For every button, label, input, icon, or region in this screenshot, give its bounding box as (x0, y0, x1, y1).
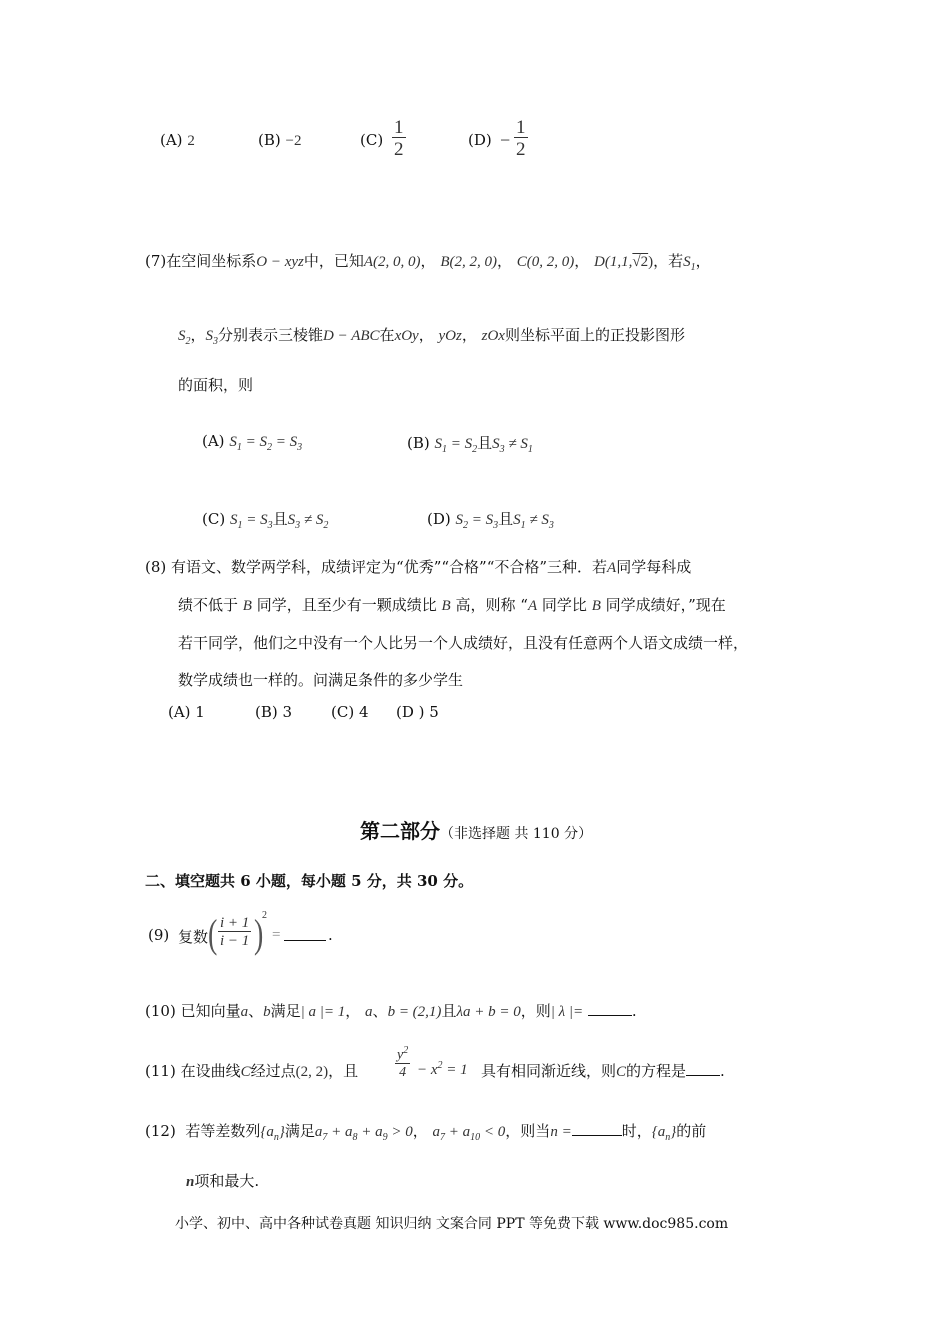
part2-title: 第二部分 (360, 819, 440, 843)
q6-option-d-fraction: $\frac{1}{2}$ (516, 117, 526, 160)
q11-fraction: $\frac{y^2}{4}$ (397, 1045, 409, 1080)
q12-line1: (12) 若等差数列$\{a_n\}$满足$a_7 + a_8 + a_9 > 0$， $a_7 + a_{10} < 0$，则当n = 时，$\{a_n\}$的前 (145, 1122, 707, 1143)
q8-option-b: (B) 3 (255, 703, 293, 721)
q6-option-d: (D) (468, 131, 492, 149)
q9: (9) 复数 ( $\frac{i + 1}{i - 1}$ ) 2 = . (148, 910, 333, 956)
q11-answer-blank[interactable] (686, 1061, 720, 1076)
q7-option-d: (D) $S_2 = S_3$且$S_1 \ne S_3$ (427, 510, 554, 531)
q10-answer-blank[interactable] (588, 1001, 632, 1016)
q7-option-a: (A) $S_1 = S_2 = S_3$ (202, 432, 303, 453)
q7-line1: (7)在空间坐标系O − xyz中，已知A(2, 0, 0)， B(2, 2, 0)， C(0, 2, 0)， D(1,1,√2)，若$S_1$， (145, 252, 711, 273)
section2-heading: 二、填空题共 6 小题，每小题 5 分，共 30 分。 (145, 872, 474, 890)
q8-line2: 绩不低于 B 同学，且至少有一颗成绩比 B 高，则称 “A 同学比 B 同学成绩好，”现在 (178, 596, 726, 614)
q8-line1: (8) 有语文、数学两学科，成绩评定为“优秀”“合格”“不合格”三种．若A同学每科成 (145, 558, 692, 576)
q8-option-a: (A) 1 (168, 703, 205, 721)
q8-line3: 若干同学，他们之中没有一个人比另一个人成绩好，且没有任意两个人语文成绩一样， (178, 634, 749, 652)
q8-options (168, 703, 488, 723)
q6-option-c: (C) (360, 131, 384, 149)
q7-option-c: (C) $S_1 = S_3$且$S_3 \ne S_2$ (202, 510, 329, 531)
q6-option-d-sign: − (500, 130, 511, 150)
footer-text: 小学、初中、高中各种试卷真题 知识归纳 文案合同 PPT 等免费下载 www.doc985.com (175, 1216, 729, 1232)
q6-option-c-fraction: $\frac{1}{2}$ (394, 117, 404, 160)
q6-options (160, 118, 560, 164)
q11: (11) 在设曲线C经过点(2, 2)，且 $\frac{y^2}{4}$ − $x^2 = 1$ 具有相同渐近线，则C的方程是 . (145, 1045, 725, 1080)
q8-line4: 数学成绩也一样的。问满足条件的多少学生 (178, 671, 464, 689)
q7-line3: 的面积，则 (178, 376, 254, 394)
q10: (10) 已知向量a、b满足| a |= 1， a、b = (2,1)且λa + b = 0，则| λ |= . (145, 1002, 637, 1020)
q7-line2: $S_2$，$S_3$分别表示三棱锥D − ABC在xOy， yOz， zOx则坐标平面上的正投影图形 (178, 326, 685, 347)
q7-option-b: (B) $S_1 = S_2$且$S_3 \ne S_1$ (407, 434, 533, 455)
part2-subtitle: （非选择题 共 110 分） (440, 826, 593, 842)
q6-option-b: (B) −2 (258, 131, 302, 149)
q12-line2: n项和最大. (186, 1172, 260, 1190)
part2-heading (360, 815, 592, 844)
q6-option-a: (A) 2 (160, 131, 195, 149)
q8-option-c: (C) 4 (331, 703, 369, 721)
q9-fraction: $\frac{i + 1}{i - 1}$ (220, 915, 250, 949)
q8-option-d: (D ) 5 (396, 703, 439, 721)
q9-answer-blank[interactable] (284, 926, 326, 941)
q12-answer-blank[interactable] (572, 1121, 622, 1136)
